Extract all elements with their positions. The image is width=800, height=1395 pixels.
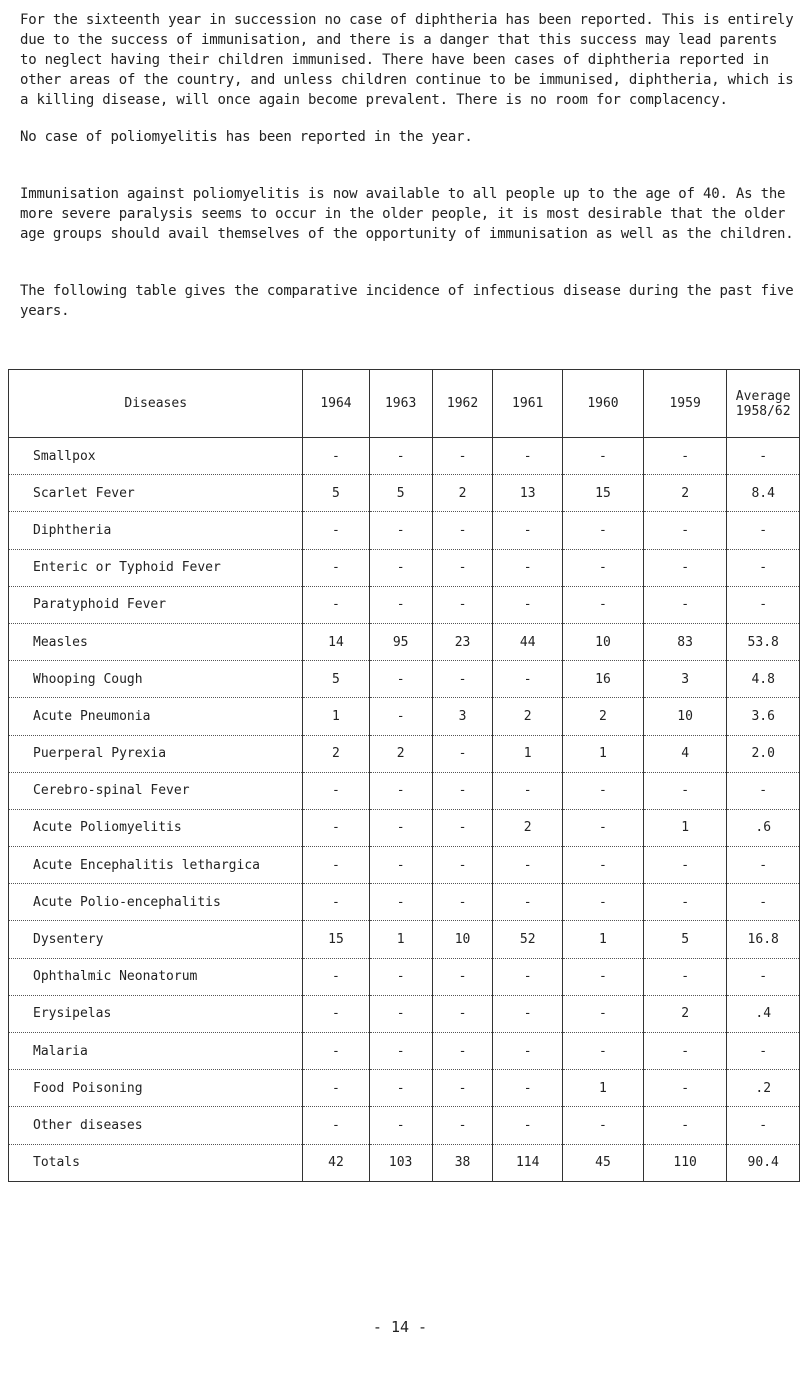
value-cell: - xyxy=(432,1033,493,1070)
value-cell: 10 xyxy=(432,921,493,958)
value-cell: - xyxy=(493,958,563,995)
page-number: - 14 - xyxy=(372,1318,428,1336)
paragraph-immunisation: Immunisation against poliomyelitis is now available to all people up to the age of 40. As the more severe paralysis seems to occur in the older people, it is most desirable that the older age groups should avail themselves of the opportunity of immunisation as well as the children. xyxy=(20,186,794,242)
value-cell: - xyxy=(727,1033,800,1070)
table-row xyxy=(9,438,800,475)
value-cell: - xyxy=(303,847,369,884)
value-cell: - xyxy=(643,1070,727,1107)
value-cell: - xyxy=(643,549,727,586)
value-cell: 114 xyxy=(493,1144,563,1181)
value-cell: - xyxy=(563,1107,644,1144)
disease-name-cell: Cerebro-spinal Fever xyxy=(9,772,303,809)
value-cell: - xyxy=(369,1033,432,1070)
disease-name-cell: Measles xyxy=(9,623,303,660)
value-cell: - xyxy=(493,847,563,884)
column-header-year: 1960 xyxy=(563,370,644,438)
value-cell: 5 xyxy=(643,921,727,958)
value-cell: - xyxy=(369,438,432,475)
value-cell: - xyxy=(432,549,493,586)
value-cell: - xyxy=(493,772,563,809)
disease-name-cell: Scarlet Fever xyxy=(9,475,303,512)
table-row xyxy=(9,661,800,698)
infectious-disease-table xyxy=(8,369,800,1182)
disease-name-cell: Whooping Cough xyxy=(9,661,303,698)
value-cell: - xyxy=(303,1107,369,1144)
value-cell: - xyxy=(493,438,563,475)
value-cell: 16 xyxy=(563,661,644,698)
value-cell: - xyxy=(493,995,563,1032)
value-cell: - xyxy=(369,1107,432,1144)
table-row xyxy=(9,995,800,1032)
value-cell: - xyxy=(727,847,800,884)
disease-name-cell: Malaria xyxy=(9,1033,303,1070)
value-cell: - xyxy=(369,958,432,995)
value-cell: - xyxy=(563,1033,644,1070)
value-cell: - xyxy=(303,958,369,995)
value-cell: - xyxy=(563,958,644,995)
column-header-year: 1962 xyxy=(432,370,493,438)
disease-name-cell: Acute Encephalitis lethargica xyxy=(9,847,303,884)
disease-name-cell: Totals xyxy=(9,1144,303,1181)
table-row xyxy=(9,958,800,995)
value-cell: - xyxy=(369,698,432,735)
disease-name-cell: Smallpox xyxy=(9,438,303,475)
value-cell: - xyxy=(727,438,800,475)
value-cell: - xyxy=(303,438,369,475)
paragraph-poliomyelitis-cases: No case of poliomyelitis has been reported in the year. xyxy=(20,129,473,145)
table-row xyxy=(9,1070,800,1107)
value-cell: - xyxy=(727,1107,800,1144)
value-cell: - xyxy=(727,958,800,995)
value-cell: 23 xyxy=(432,623,493,660)
value-cell: - xyxy=(432,995,493,1032)
value-cell: - xyxy=(563,772,644,809)
value-cell: - xyxy=(432,809,493,846)
column-header-diseases: Diseases xyxy=(9,370,303,438)
value-cell: - xyxy=(727,549,800,586)
value-cell: - xyxy=(643,847,727,884)
disease-name-cell: Other diseases xyxy=(9,1107,303,1144)
value-cell: - xyxy=(493,884,563,921)
value-cell: - xyxy=(563,809,644,846)
value-cell: - xyxy=(493,1070,563,1107)
value-cell: - xyxy=(727,586,800,623)
value-cell: - xyxy=(432,438,493,475)
table-row xyxy=(9,884,800,921)
value-cell: - xyxy=(303,586,369,623)
value-cell: 10 xyxy=(563,623,644,660)
value-cell: - xyxy=(369,809,432,846)
value-cell: - xyxy=(369,586,432,623)
disease-name-cell: Acute Poliomyelitis xyxy=(9,809,303,846)
table-row xyxy=(9,1107,800,1144)
value-cell: - xyxy=(643,1033,727,1070)
value-cell: 83 xyxy=(643,623,727,660)
value-cell: - xyxy=(493,1033,563,1070)
value-cell: - xyxy=(432,847,493,884)
disease-name-cell: Acute Polio-encephalitis xyxy=(9,884,303,921)
value-cell: - xyxy=(643,884,727,921)
value-cell: - xyxy=(643,958,727,995)
value-cell: 10 xyxy=(643,698,727,735)
value-cell: - xyxy=(493,1107,563,1144)
disease-name-cell: Puerperal Pyrexia xyxy=(9,735,303,772)
value-cell: 4 xyxy=(643,735,727,772)
value-cell: 2 xyxy=(369,735,432,772)
value-cell: 44 xyxy=(493,623,563,660)
disease-name-cell: Enteric or Typhoid Fever xyxy=(9,549,303,586)
table-row xyxy=(9,809,800,846)
value-cell: 95 xyxy=(369,623,432,660)
value-cell: 103 xyxy=(369,1144,432,1181)
value-cell: .6 xyxy=(727,809,800,846)
value-cell: - xyxy=(369,772,432,809)
value-cell: 16.8 xyxy=(727,921,800,958)
value-cell: 1 xyxy=(563,735,644,772)
value-cell: - xyxy=(643,512,727,549)
value-cell: 14 xyxy=(303,623,369,660)
table-header-row xyxy=(9,370,800,438)
value-cell: 3 xyxy=(432,698,493,735)
value-cell: 3.6 xyxy=(727,698,800,735)
paragraph-table-intro: The following table gives the comparative incidence of infectious disease during the past five years. xyxy=(20,283,794,319)
value-cell: 2 xyxy=(432,475,493,512)
value-cell: - xyxy=(369,1070,432,1107)
value-cell: - xyxy=(303,772,369,809)
value-cell: - xyxy=(643,1107,727,1144)
value-cell: - xyxy=(563,438,644,475)
value-cell: 5 xyxy=(303,661,369,698)
disease-name-cell: Erysipelas xyxy=(9,995,303,1032)
value-cell: 8.4 xyxy=(727,475,800,512)
value-cell: - xyxy=(432,1070,493,1107)
value-cell: - xyxy=(563,512,644,549)
value-cell: 1 xyxy=(493,735,563,772)
value-cell: - xyxy=(727,884,800,921)
value-cell: 42 xyxy=(303,1144,369,1181)
value-cell: - xyxy=(563,884,644,921)
table-row xyxy=(9,772,800,809)
value-cell: - xyxy=(432,512,493,549)
value-cell: - xyxy=(303,1033,369,1070)
value-cell: - xyxy=(303,884,369,921)
value-cell: 1 xyxy=(369,921,432,958)
value-cell: 1 xyxy=(643,809,727,846)
value-cell: - xyxy=(303,549,369,586)
value-cell: 2 xyxy=(303,735,369,772)
value-cell: - xyxy=(303,1070,369,1107)
value-cell: - xyxy=(432,772,493,809)
value-cell: - xyxy=(432,735,493,772)
value-cell: 53.8 xyxy=(727,623,800,660)
value-cell: 38 xyxy=(432,1144,493,1181)
value-cell: 15 xyxy=(563,475,644,512)
table-row xyxy=(9,549,800,586)
value-cell: 2 xyxy=(563,698,644,735)
value-cell: 15 xyxy=(303,921,369,958)
value-cell: - xyxy=(369,884,432,921)
value-cell: 2 xyxy=(643,995,727,1032)
value-cell: - xyxy=(643,772,727,809)
table-row xyxy=(9,847,800,884)
column-header-year: 1964 xyxy=(303,370,369,438)
value-cell: - xyxy=(493,549,563,586)
value-cell: - xyxy=(303,512,369,549)
value-cell: .2 xyxy=(727,1070,800,1107)
value-cell: 2.0 xyxy=(727,735,800,772)
value-cell: - xyxy=(727,512,800,549)
table-row xyxy=(9,512,800,549)
disease-name-cell: Paratyphoid Fever xyxy=(9,586,303,623)
table-row xyxy=(9,623,800,660)
value-cell: 1 xyxy=(563,1070,644,1107)
value-cell: - xyxy=(563,586,644,623)
value-cell: - xyxy=(643,438,727,475)
value-cell: 90.4 xyxy=(727,1144,800,1181)
value-cell: 110 xyxy=(643,1144,727,1181)
table-row xyxy=(9,586,800,623)
table-row xyxy=(9,735,800,772)
value-cell: - xyxy=(303,995,369,1032)
value-cell: 1 xyxy=(303,698,369,735)
value-cell: - xyxy=(369,995,432,1032)
value-cell: 2 xyxy=(643,475,727,512)
value-cell: 52 xyxy=(493,921,563,958)
value-cell: 5 xyxy=(369,475,432,512)
totals-row xyxy=(9,1144,800,1181)
value-cell: - xyxy=(727,772,800,809)
value-cell: - xyxy=(369,661,432,698)
value-cell: 3 xyxy=(643,661,727,698)
value-cell: - xyxy=(643,586,727,623)
value-cell: - xyxy=(432,1107,493,1144)
table-row xyxy=(9,698,800,735)
value-cell: - xyxy=(432,586,493,623)
disease-name-cell: Diphtheria xyxy=(9,512,303,549)
disease-name-cell: Food Poisoning xyxy=(9,1070,303,1107)
paragraph-diphtheria: For the sixteenth year in succession no case of diphtheria has been reported. This is entirely due to the success of immunisation, and there is a danger that this success may lead parents to neglect having their children immunised. There have been cases of diphtheria reported in other areas of the country, and unless children continue to be immunised, diphtheria, which is a killing disease, will once again become prevalent. There is no room for complacency. xyxy=(20,12,794,108)
value-cell: - xyxy=(432,884,493,921)
value-cell: - xyxy=(369,512,432,549)
disease-name-cell: Acute Pneumonia xyxy=(9,698,303,735)
value-cell: - xyxy=(563,847,644,884)
column-header-year: 1963 xyxy=(369,370,432,438)
disease-name-cell: Dysentery xyxy=(9,921,303,958)
value-cell: - xyxy=(563,549,644,586)
value-cell: - xyxy=(369,847,432,884)
value-cell: 45 xyxy=(563,1144,644,1181)
value-cell: - xyxy=(432,958,493,995)
value-cell: 13 xyxy=(493,475,563,512)
value-cell: - xyxy=(563,995,644,1032)
table-row xyxy=(9,1033,800,1070)
column-header-year: 1959 xyxy=(643,370,727,438)
table-row xyxy=(9,921,800,958)
value-cell: - xyxy=(369,549,432,586)
value-cell: .4 xyxy=(727,995,800,1032)
column-header-year: 1961 xyxy=(493,370,563,438)
value-cell: - xyxy=(493,586,563,623)
disease-name-cell: Ophthalmic Neonatorum xyxy=(9,958,303,995)
value-cell: 4.8 xyxy=(727,661,800,698)
table-row xyxy=(9,475,800,512)
value-cell: - xyxy=(493,661,563,698)
value-cell: - xyxy=(432,661,493,698)
value-cell: 1 xyxy=(563,921,644,958)
value-cell: - xyxy=(303,809,369,846)
column-header-average: Average 1958/62 xyxy=(727,370,800,438)
value-cell: - xyxy=(493,512,563,549)
value-cell: 2 xyxy=(493,809,563,846)
value-cell: 5 xyxy=(303,475,369,512)
value-cell: 2 xyxy=(493,698,563,735)
